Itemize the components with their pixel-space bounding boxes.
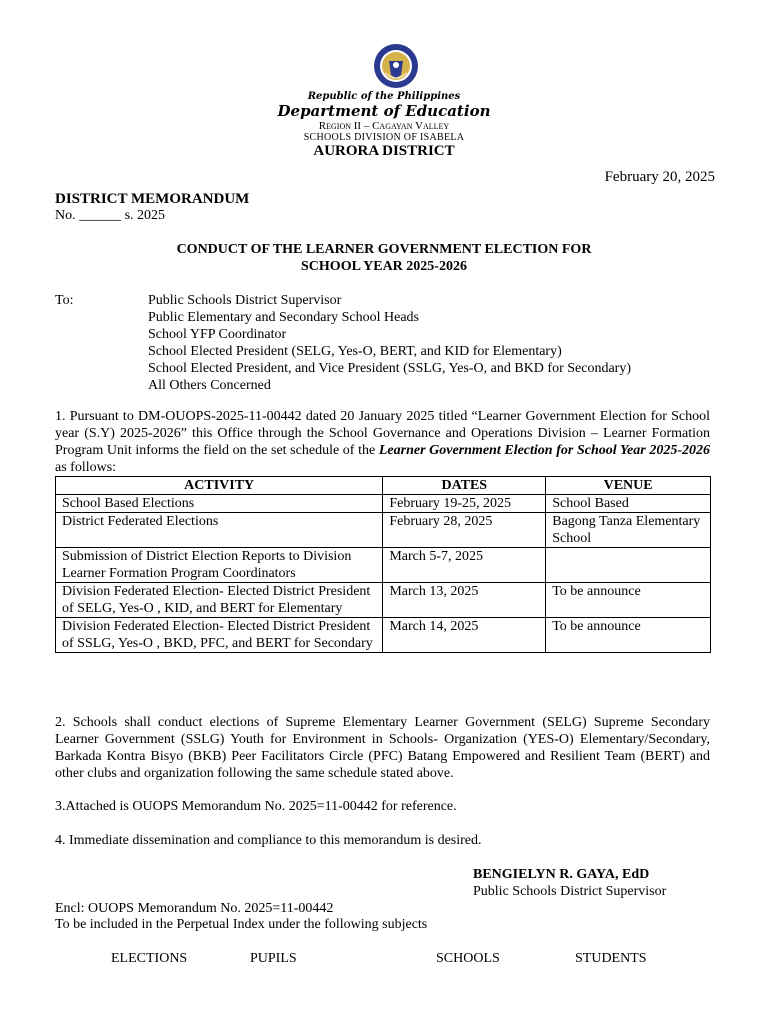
table-row (56, 583, 711, 618)
subject-line-1: CONDUCT OF THE LEARNER GOVERNMENT ELECTION FOR (176, 242, 592, 257)
memo-title: DISTRICT MEMORANDUM (55, 191, 250, 207)
subject-keyword: SCHOOLS (436, 951, 500, 966)
paragraph-1-emphasis: Learner Government Election for School Year 2025-2026 (378, 443, 710, 458)
dates-cell: February 28, 2025 (383, 513, 546, 548)
subject-line-2: SCHOOL YEAR 2025-2026 (301, 259, 467, 274)
venue-cell: School Based (546, 495, 711, 513)
recipient-list (148, 292, 631, 394)
memo-number: No. ______ s. 2025 (55, 208, 166, 223)
memo-date: February 20, 2025 (604, 169, 715, 185)
activity-cell: Division Federated Election- Elected District President of SSLG, Yes-O , BKD, PFC, and BERT for Secondary (56, 618, 383, 653)
republic-label: Republic of the Philippines (307, 91, 461, 102)
to-label: To: (55, 293, 74, 308)
paragraph-1-text: 1. Pursuant to DM-OUOPS-2025-11-00442 dated 20 January 2025 titled “Learner Government Election for School year (S.Y) 2025-2026” this Office through the School Governance and Operations Division – Learner Formation Program Unit informs the field on the set schedule of the (55, 409, 710, 458)
division-label: SCHOOLS DIVISION OF ISABELA (303, 132, 465, 143)
column-header-venue: VENUE (546, 477, 711, 495)
paragraph-3: 3.Attached is OUOPS Memorandum No. 2025=11-00442 for reference. (55, 799, 457, 814)
subject-keyword: PUPILS (250, 951, 297, 966)
paragraph-1 (55, 408, 710, 476)
table-row (56, 618, 711, 653)
recipient-item: School YFP Coordinator (148, 327, 287, 342)
paragraph-2: 2. Schools shall conduct elections of Supreme Elementary Learner Government (SELG) Supreme Secondary Learner Government (SSLG) Youth for Environment in Schools- Organization (YES-O) Elementary/Secondary, Barkada Kontra Bisyo (BKB) Peer Facilitators Circle (PFC) Batang Empowered and Resilient Team (BERT) and other clubs and organization following the same schedule stated above. (55, 715, 710, 781)
deped-seal-logo (373, 43, 419, 89)
activity-cell: District Federated Elections (56, 513, 383, 548)
recipient-item: Public Schools District Supervisor (148, 293, 342, 308)
subject-keyword: ELECTIONS (111, 951, 188, 966)
recipient-item: School Elected President, and Vice President (SSLG, Yes-O, and BKD for Secondary) (148, 361, 631, 376)
recipient-item: All Others Concerned (148, 378, 271, 393)
venue-cell: Bagong Tanza Elementary School (546, 513, 711, 548)
dates-cell: February 19-25, 2025 (383, 495, 546, 513)
table-row (56, 548, 711, 583)
table-row (56, 513, 711, 548)
perpetual-index-note: To be included in the Perpetual Index under the following subjects (55, 917, 428, 932)
region-label: Region II – Cagayan Valley (318, 120, 450, 132)
subject-keyword: STUDENTS (575, 951, 647, 966)
activity-cell: Division Federated Election- Elected District President of SELG, Yes-O , KID, and BERT for Elementary (56, 583, 383, 618)
enclosure-note: Encl: OUOPS Memorandum No. 2025=11-00442 (55, 901, 334, 916)
table-row (56, 495, 711, 513)
dates-cell: March 14, 2025 (383, 618, 546, 653)
paragraph-1-tail: as follows: (55, 460, 117, 475)
recipient-item: School Elected President (SELG, Yes-O, BERT, and KID for Elementary) (148, 344, 562, 359)
venue-cell (546, 548, 711, 583)
memo-subject (0, 241, 768, 275)
dates-cell: March 13, 2025 (383, 583, 546, 618)
signatory-name: BENGIELYN R. GAYA, EdD (473, 867, 650, 882)
dates-cell: March 5-7, 2025 (383, 548, 546, 583)
paragraph-4: 4. Immediate dissemination and compliance to this memorandum is desired. (55, 833, 482, 848)
recipient-item: Public Elementary and Secondary School Heads (148, 310, 419, 325)
district-name: AURORA DISTRICT (313, 143, 455, 159)
department-name: Department of Education (277, 102, 491, 120)
column-header-dates: DATES (383, 477, 546, 495)
schedule-table (55, 476, 711, 653)
activity-cell: School Based Elections (56, 495, 383, 513)
venue-cell: To be announce (546, 618, 711, 653)
activity-cell: Submission of District Election Reports to Division Learner Formation Program Coordinators (56, 548, 383, 583)
column-header-activity: ACTIVITY (56, 477, 383, 495)
table-header-row (56, 477, 711, 495)
venue-cell: To be announce (546, 583, 711, 618)
signatory-title: Public Schools District Supervisor (473, 884, 667, 899)
